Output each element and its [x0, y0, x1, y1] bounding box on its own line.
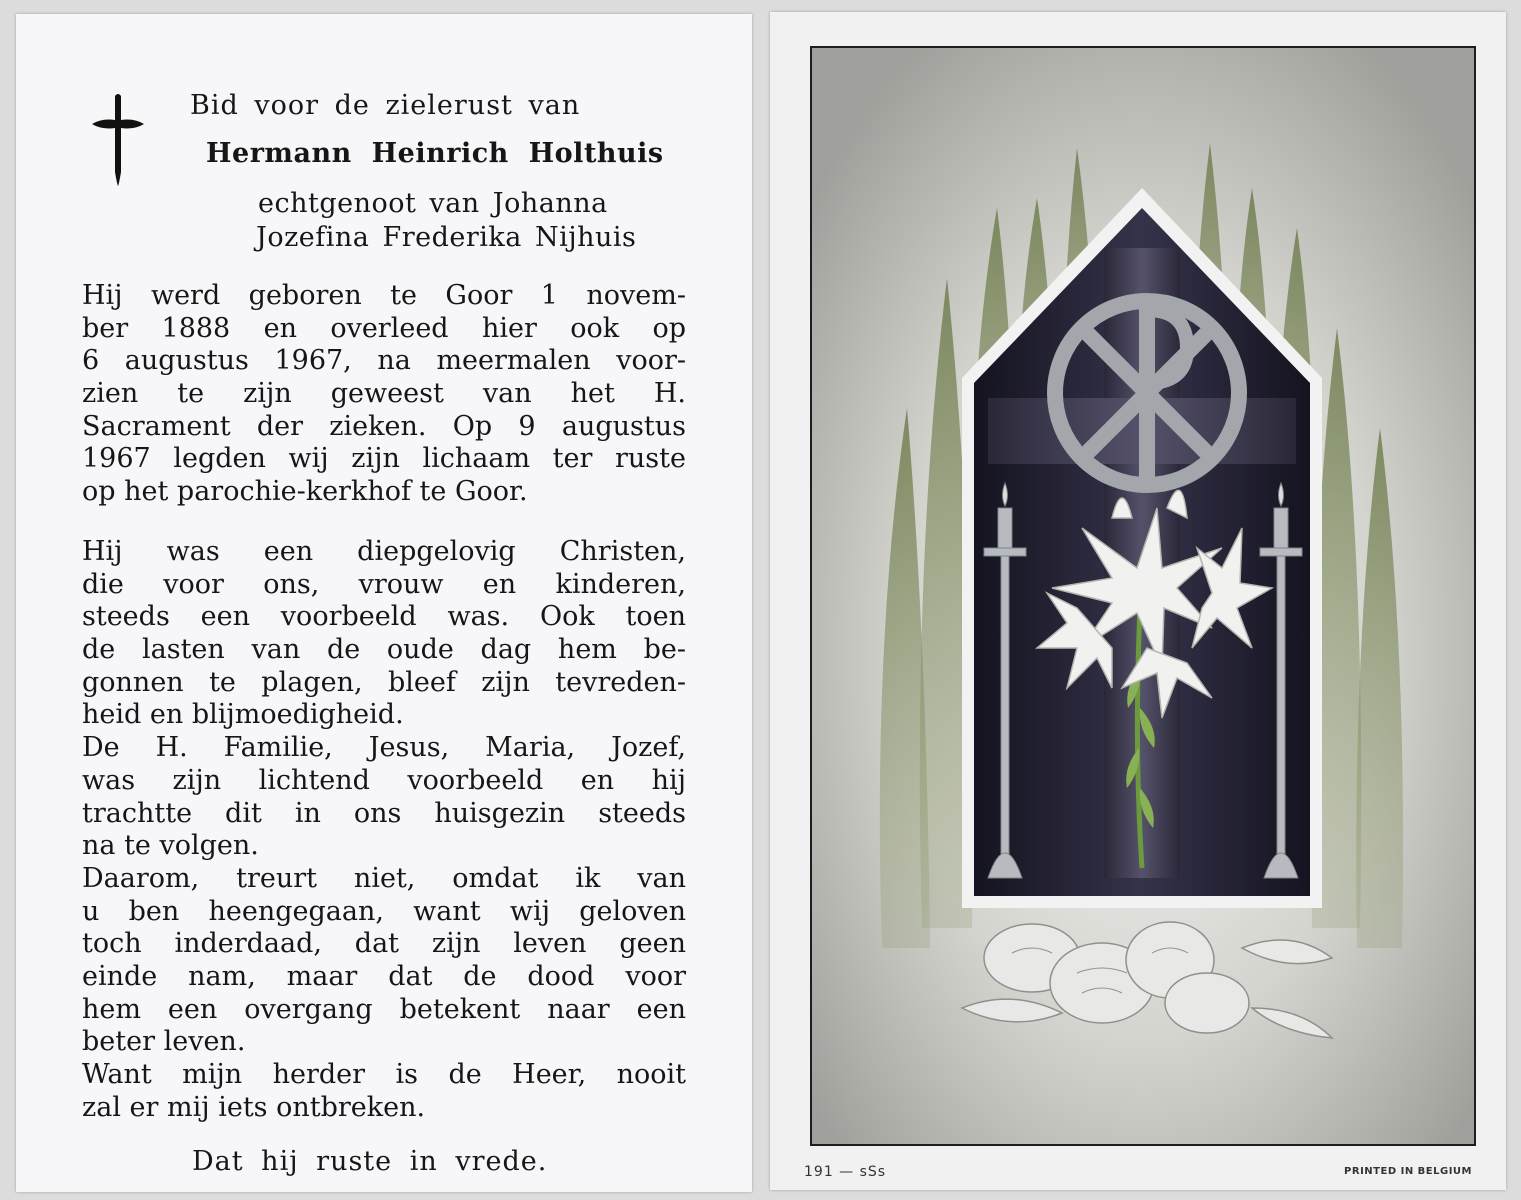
- text-line: De H. Familie, Jesus, Maria, Jozef,: [82, 732, 686, 764]
- printer-note: PRINTED IN BELGIUM: [1344, 1166, 1472, 1177]
- spouse-line-1: echtgenoot van Johanna: [258, 188, 608, 219]
- text-line: gonnen te plagen, bleef zijn tevreden-: [82, 666, 686, 698]
- text-line: trachtte dit in ons huisgezin steeds: [82, 797, 686, 829]
- biography-paragraph: [82, 280, 686, 509]
- devotional-illustration: [812, 48, 1474, 1144]
- print-code: 191 — sSs: [804, 1164, 887, 1180]
- text-line: Daarom, treurt niet, omdat ik van: [82, 862, 686, 894]
- text-line: beter leven.: [82, 1026, 246, 1058]
- spouse-line-2: Jozefina Frederika Nijhuis: [256, 222, 637, 253]
- text-line: 1967 legden wij zijn lichaam ter ruste: [82, 443, 686, 475]
- text-line: heid en blijmoedigheid.: [82, 699, 404, 731]
- text-line: Hij werd geboren te Goor 1 novem-: [82, 280, 686, 311]
- memorial-card-image-side: [770, 12, 1506, 1190]
- text-line: Want mijn herder is de Heer, nooit: [82, 1059, 686, 1090]
- text-line: op het parochie-kerkhof te Goor.: [82, 476, 528, 508]
- cross-icon: [88, 92, 148, 188]
- deceased-name: Hermann Heinrich Holthuis: [206, 138, 664, 169]
- text-line: steeds een voorbeeld was. Ook toen: [82, 601, 686, 633]
- text-line: Sacrament der zieken. Op 9 augustus: [82, 410, 686, 442]
- text-line: die voor ons, vrouw en kinderen,: [82, 568, 686, 600]
- text-line: zien te zijn geweest van het H.: [82, 378, 686, 410]
- text-line: toch inderdaad, dat zijn leven geen: [82, 928, 686, 960]
- text-line: ber 1888 en overleed hier ook op: [82, 312, 686, 344]
- text-line: einde nam, maar dat de dood voor: [82, 960, 686, 992]
- text-line: 6 augustus 1967, na meermalen voor-: [82, 345, 686, 377]
- memorial-card-text-side: [16, 14, 752, 1192]
- intro-line: Bid voor de zielerust van: [190, 90, 581, 121]
- tribute-paragraph: [82, 536, 686, 1124]
- text-line: Hij was een diepgelovig Christen,: [82, 536, 686, 567]
- illustration-frame: [810, 46, 1476, 1146]
- text-line: zal er mij iets ontbreken.: [82, 1091, 426, 1123]
- text-line: hem een overgang betekent naar een: [82, 993, 686, 1025]
- text-line: de lasten van de oude dag hem be-: [82, 634, 686, 666]
- text-line: na te volgen.: [82, 830, 259, 862]
- closing-line: Dat hij ruste in vrede.: [192, 1146, 548, 1177]
- text-line: was zijn lichtend voorbeeld en hij: [82, 764, 686, 796]
- text-line: u ben heengegaan, want wij geloven: [82, 895, 686, 927]
